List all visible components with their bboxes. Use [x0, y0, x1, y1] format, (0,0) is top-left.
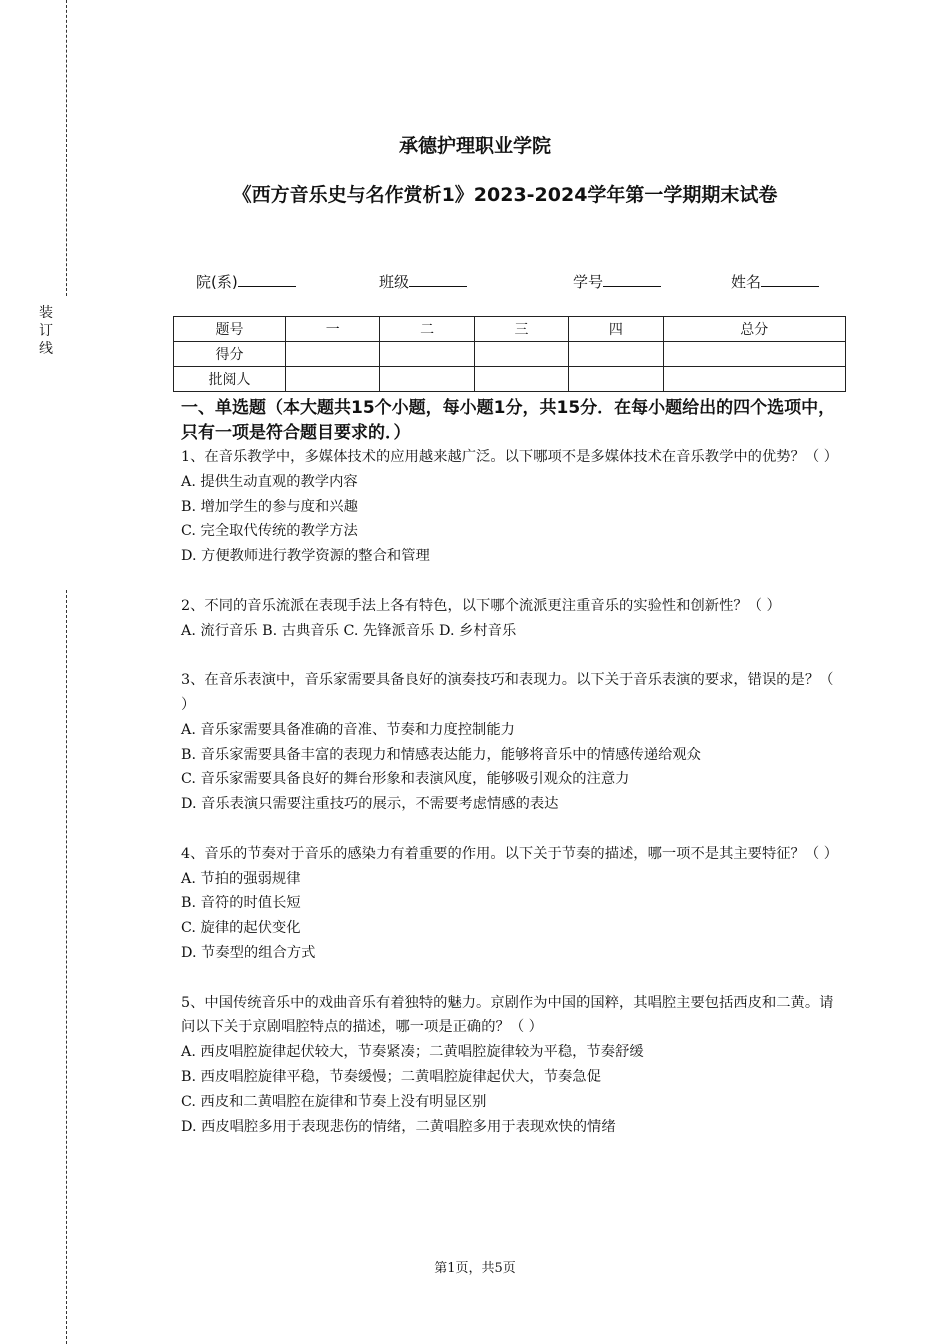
student-id-label: 学号 — [573, 273, 604, 291]
binding-char: 线 — [39, 341, 53, 357]
score-table-header: 一 — [286, 317, 380, 342]
binding-char: 订 — [39, 323, 53, 339]
grader-cell — [663, 367, 846, 392]
binding-char: 装 — [39, 305, 53, 321]
question-3 — [181, 668, 843, 817]
score-table-header-row — [174, 317, 846, 342]
question-option: B. 增加学生的参与度和兴趣 — [181, 498, 358, 515]
grader-row-label: 批阅人 — [174, 367, 286, 392]
department-field — [196, 270, 296, 292]
grader-cell — [474, 367, 568, 392]
student-id-blank — [603, 270, 661, 287]
question-option: B. 音符的时值长短 — [181, 895, 301, 912]
score-table-row — [174, 367, 846, 392]
score-table-header: 二 — [380, 317, 474, 342]
student-info-row — [0, 270, 950, 292]
score-cell — [286, 342, 380, 367]
question-stem: 2、不同的音乐流派在表现手法上各有特色，以下哪个流派更注重音乐的实验性和创新性？（ ） — [181, 597, 781, 614]
question-list — [181, 445, 843, 1164]
question-option: A. 西皮唱腔旋律起伏较大，节奏紧凑；二黄唱腔旋律较为平稳，节奏舒缓 — [181, 1044, 644, 1061]
question-option: A. 音乐家需要具备准确的音准、节奏和力度控制能力 — [181, 721, 515, 738]
score-cell — [474, 342, 568, 367]
student-id-field — [573, 270, 661, 292]
score-table — [173, 316, 846, 392]
score-table-header: 总分 — [663, 317, 846, 342]
grader-cell — [286, 367, 380, 392]
question-option: A. 节拍的强弱规律 — [181, 870, 301, 887]
question-stem: 4、音乐的节奏对于音乐的感染力有着重要的作用。以下关于节奏的描述，哪一项不是其主要特征？（ ） — [181, 845, 838, 862]
question-option: D. 节奏型的组合方式 — [181, 944, 316, 961]
question-2 — [181, 594, 843, 644]
question-4 — [181, 842, 843, 966]
department-blank — [238, 270, 296, 287]
score-table-row — [174, 342, 846, 367]
department-label: 院(系) — [196, 273, 238, 291]
class-blank — [409, 270, 467, 287]
name-field — [731, 270, 819, 292]
name-label: 姓名 — [731, 273, 762, 291]
question-option: C. 完全取代传统的教学方法 — [181, 523, 358, 540]
score-table-header: 四 — [569, 317, 663, 342]
question-stem: 5、中国传统音乐中的戏曲音乐有着独特的魅力。京剧作为中国的国粹，其唱腔主要包括西皮和二黄。请问以下关于京剧唱腔特点的描述，哪一项是正确的？（ ） — [181, 994, 834, 1036]
question-option: A. 流行音乐 B. 古典音乐 C. 先锋派音乐 D. 乡村音乐 — [181, 622, 517, 639]
score-row-label: 得分 — [174, 342, 286, 367]
question-option: D. 西皮唱腔多用于表现悲伤的情绪，二黄唱腔多用于表现欢快的情绪 — [181, 1118, 616, 1135]
grader-cell — [569, 367, 663, 392]
question-stem: 3、在音乐表演中，音乐家需要具备良好的演奏技巧和表现力。以下关于音乐表演的要求，错误的是？（ ） — [181, 672, 834, 713]
score-cell — [569, 342, 663, 367]
name-blank — [761, 270, 819, 287]
question-1 — [181, 445, 843, 569]
class-field — [379, 270, 467, 292]
question-option: B. 音乐家需要具备丰富的表现力和情感表达能力，能够将音乐中的情感传递给观众 — [181, 746, 701, 763]
question-5 — [181, 991, 843, 1140]
question-option: D. 方便教师进行教学资源的整合和管理 — [181, 548, 430, 565]
question-option: C. 音乐家需要具备良好的舞台形象和表演风度，能够吸引观众的注意力 — [181, 771, 630, 788]
exam-title: 《西方音乐史与名作赏析1》2023-2024学年第一学期期末试卷 — [232, 184, 778, 206]
score-table-header: 三 — [474, 317, 568, 342]
school-name: 承德护理职业学院 — [398, 135, 551, 157]
question-option: C. 西皮和二黄唱腔在旋律和节奏上没有明显区别 — [181, 1093, 487, 1110]
question-option: A. 提供生动直观的教学内容 — [181, 473, 358, 490]
score-cell — [380, 342, 474, 367]
binding-label — [37, 304, 55, 358]
section-heading: 一、单选题（本大题共15个小题，每小题1分，共15分．在每小题给出的四个选项中，只有一项是符合题目要求的．） — [181, 398, 836, 443]
page-number: 第1页，共5页 — [434, 1261, 516, 1276]
class-label: 班级 — [379, 273, 410, 291]
grader-cell — [380, 367, 474, 392]
score-cell — [663, 342, 846, 367]
binding-line-bottom — [66, 590, 67, 1344]
question-stem: 1、在音乐教学中，多媒体技术的应用越来越广泛。以下哪项不是多媒体技术在音乐教学中的优势？（ ） — [181, 449, 838, 465]
question-option: C. 旋律的起伏变化 — [181, 920, 301, 937]
question-option: D. 音乐表演只需要注重技巧的展示，不需要考虑情感的表达 — [181, 796, 559, 813]
question-option: B. 西皮唱腔旋律平稳，节奏缓慢；二黄唱腔旋律起伏大，节奏急促 — [181, 1068, 601, 1085]
score-table-header: 题号 — [174, 317, 286, 342]
